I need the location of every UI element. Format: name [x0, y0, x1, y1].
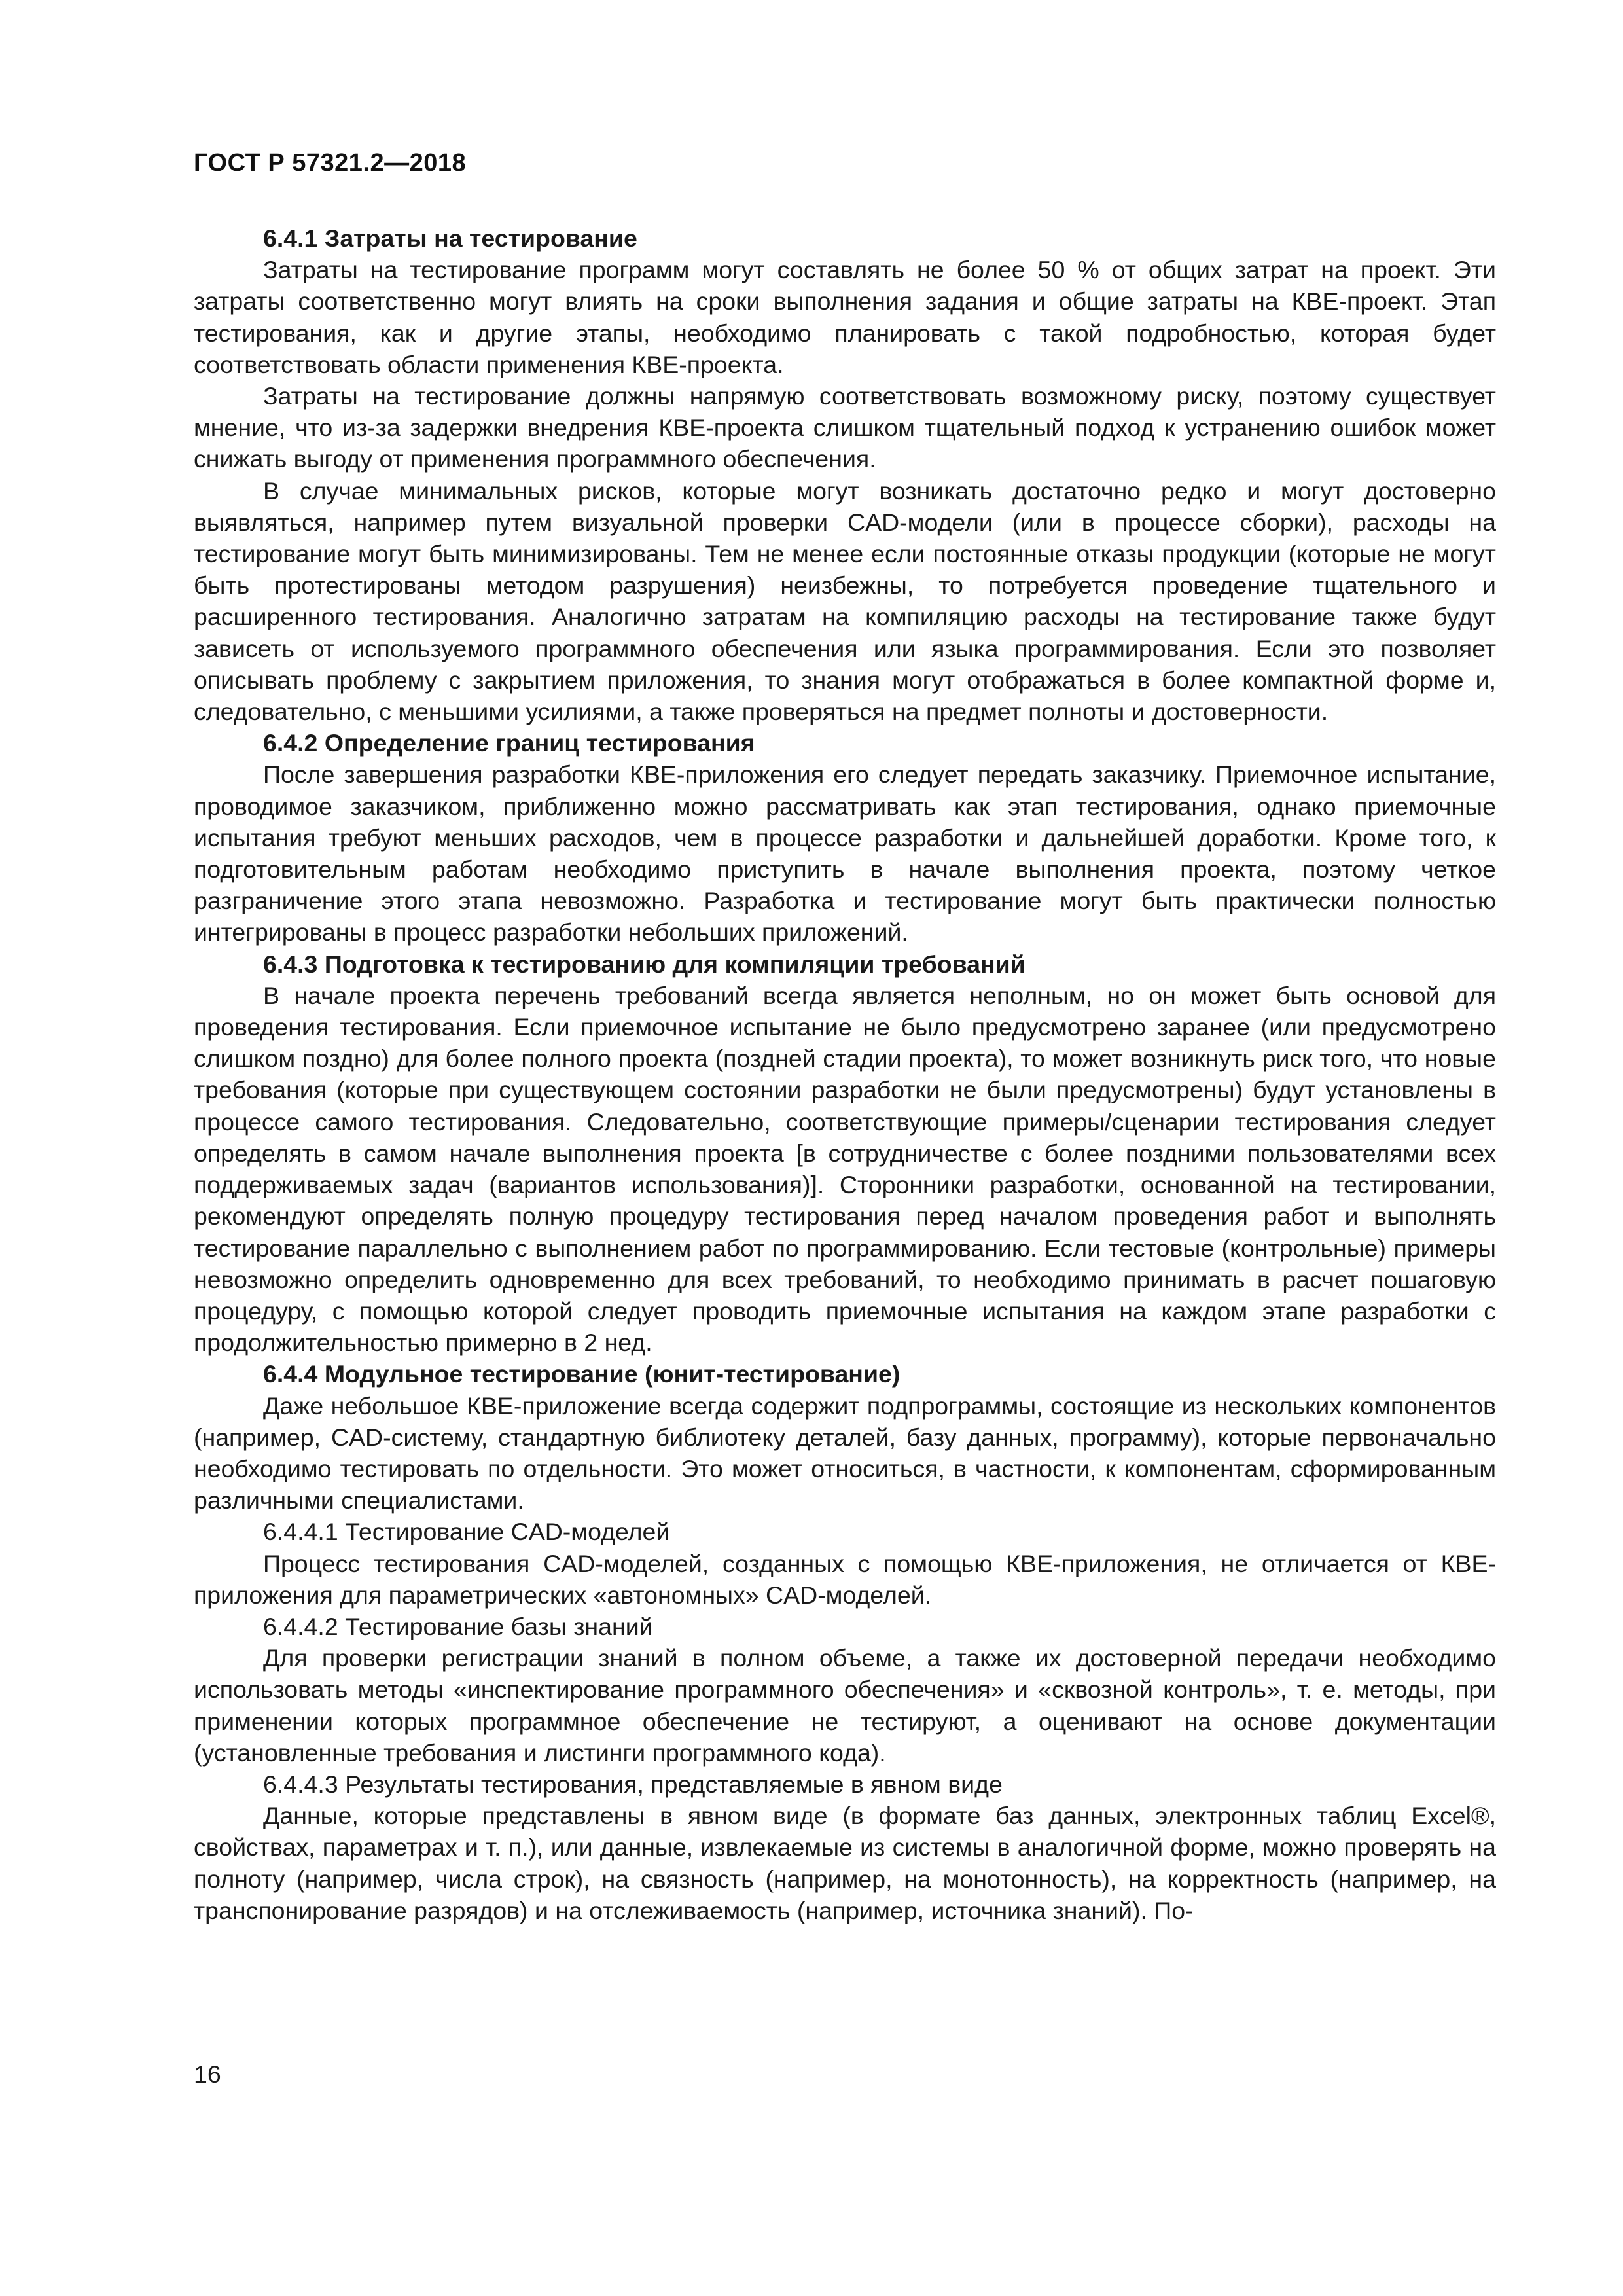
section-heading: 6.4.2 Определение границ тестирования [263, 729, 755, 757]
section-heading: 6.4.1 Затраты на тестирование [263, 224, 637, 252]
section-heading: 6.4.3 Подготовка к тестированию для компиляции требований [263, 950, 1026, 978]
page-number: 16 [194, 2060, 221, 2088]
document-header: ГОСТ Р 57321.2—2018 [194, 149, 467, 177]
paragraph: Для проверки регистрации знаний в полном объеме, а также их достоверной передачи необходимо использовать методы «инспектирование программного обеспечения» и «сквозной контроль», т. е. методы, при применении которых программное обеспечение не тестируют, а оценивают на основе документации (установленные требования и листинги программного кода). [194, 1644, 1496, 1767]
paragraph: Процесс тестирования CAD-моделей, созданных с помощью КВЕ-приложения, не отличается от КВЕ-приложения для параметрических «автономных» CAD-моделей. [194, 1549, 1496, 1609]
document-body [194, 223, 1496, 1926]
paragraph: Затраты на тестирование программ могут составлять не более 50 % от общих затрат на проект. Эти затраты соответственно могут влиять на сроки выполнения задания и общие затраты на КВЕ-проект. Этап тестирования, как и другие этапы, необходимо планировать с такой подробностью, которая будет соответствовать области применения КВЕ-проекта. [194, 256, 1496, 378]
paragraph: В случае минимальных рисков, которые могут возникать достаточно редко и могут достоверно выявляться, например путем визуальной проверки CAD-модели (или в процессе сборки), расходы на тестирование могут быть минимизированы. Тем не менее если постоянные отказы продукции (которые не могут быть протестированы методом разрушения) неизбежны, то потребуется проведение тщательного и расширенного тестирования. Аналогично затратам на компиляцию расходы на тестирование также будут зависеть от используемого программного обеспечения или языка программирования. Если это позволяет описывать проблему с закрытием приложения, то знания могут отображаться в более компактной форме и, следовательно, с меньшими усилиями, а также проверяться на предмет полноты и достоверности. [194, 476, 1496, 726]
paragraph: После завершения разработки КВЕ-приложения его следует передать заказчику. Приемочное испытание, проводимое заказчиком, приближенно можно рассматривать как этап тестирования, однако приемочные испытания требуют меньших расходов, чем в процессе разработки и дальнейшей доработки. Кроме того, к подготовительным работам необходимо приступить в начале выполнения проекта, поэтому четкое разграничение этого этапа невозможно. Разработка и тестирование могут быть практически полностью интегрированы в процесс разработки небольших приложений. [194, 761, 1496, 946]
paragraph: Затраты на тестирование должны напрямую соответствовать возможному риску, поэтому существует мнение, что из-за задержки внедрения КВЕ-проекта слишком тщательный подход к устранению ошибок может снижать выгоду от применения программного обеспечения. [194, 382, 1496, 473]
subsection-heading: 6.4.4.2 Тестирование базы знаний [263, 1612, 653, 1640]
subsection-heading: 6.4.4.1 Тестирование CAD-моделей [263, 1518, 670, 1546]
paragraph: Данные, которые представлены в явном виде (в формате баз данных, электронных таблиц Excel®, свойствах, параметрах и т. п.), или данные, извлекаемые из системы в аналогичной форме, можно проверять на полноту (например, числа строк), на связность (например, на монотонность), на корректность (например, на транспонирование разрядов) и на отслеживаемость (например, источника знаний). По- [194, 1802, 1496, 1924]
section-heading: 6.4.4 Модульное тестирование (юнит-тестирование) [263, 1360, 901, 1388]
paragraph: Даже небольшое КВЕ-приложение всегда содержит подпрограммы, состоящие из нескольких компонентов (например, CAD-систему, стандартную библиотеку деталей, базу данных, программу), которые первоначально необходимо тестировать по отдельности. Это может относиться, в частности, к компонентам, сформированным различными специалистами. [194, 1391, 1496, 1515]
subsection-heading: 6.4.4.3 Результаты тестирования, представляемые в явном виде [263, 1770, 1003, 1798]
paragraph: В начале проекта перечень требований всегда является неполным, но он может быть основой для проведения тестирования. Если приемочное испытание не было предусмотрено заранее (или предусмотрено слишком поздно) для более полного проекта (поздней стадии проекта), то может возникнуть риск того, что новые требования (которые при существующем состоянии разработки не были предусмотрены) будут установлены в процессе самого тестирования. Следовательно, соответствующие примеры/сценарии тестирования следует определять в самом начале выполнения проекта [в сотрудничестве с более поздними пользователями всех поддерживаемых задач (вариантов использования)]. Сторонники разработки, основанной на тестировании, рекомендуют определять полную процедуру тестирования перед началом проведения работ и выполнять тестирование параллельно с выполнением работ по программированию. Если тестовые (контрольные) примеры невозможно определить одновременно для всех требований, то необходимо принимать в расчет пошаговую процедуру, с помощью которой следует проводить приемочные испытания на каждом этапе разработки с продолжительностью примерно в 2 нед. [194, 981, 1496, 1357]
